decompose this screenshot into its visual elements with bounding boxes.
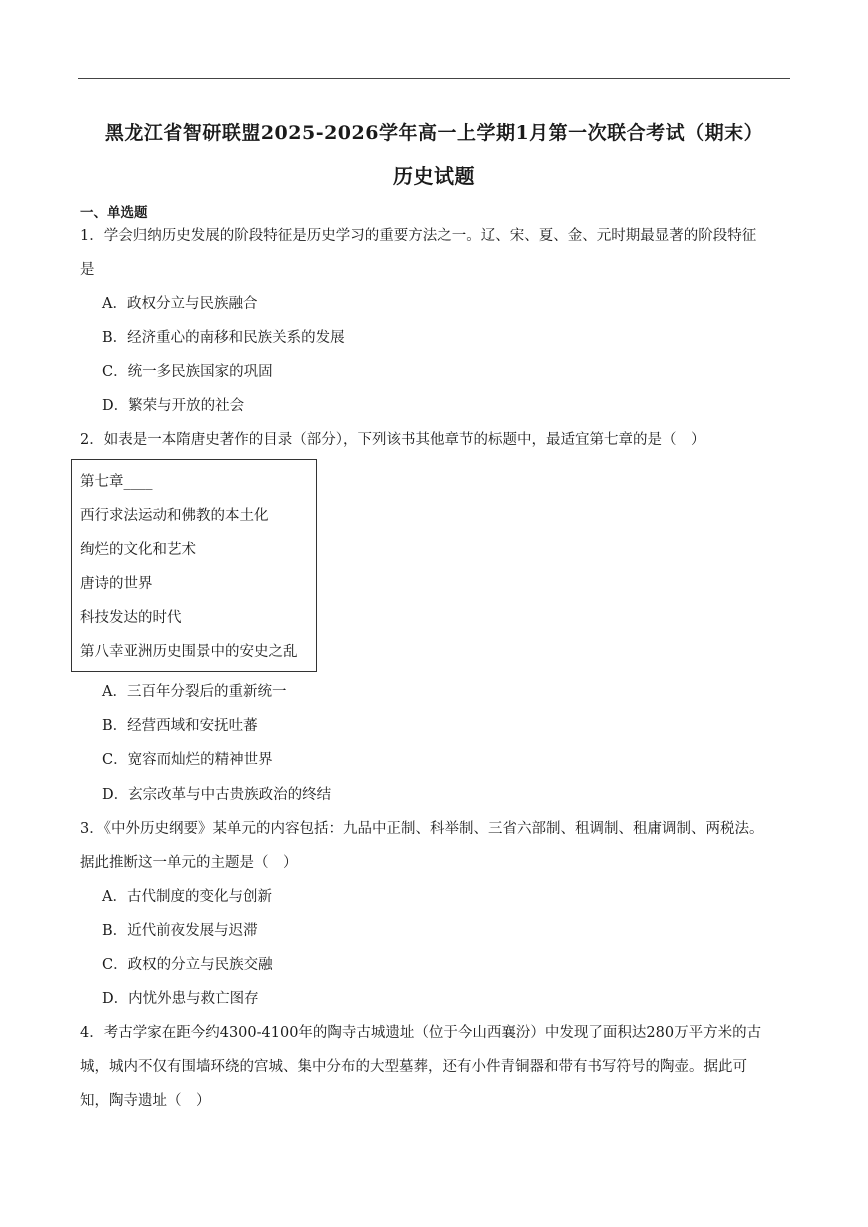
q4-stem-line-3: 知，陶寺遗址（ ） (80, 1093, 211, 1109)
section-heading: 一、单选题 (80, 205, 148, 221)
toc-line-4: 唐诗的世界 (80, 576, 153, 592)
q3-option-b: B．近代前夜发展与迟滞 (102, 923, 258, 939)
q2-option-a: A．三百年分裂后的重新统一 (102, 684, 287, 700)
q3-stem-line-1: 3．《中外历史纲要》某单元的内容包括：九品中正制、科举制、三省六部制、租调制、租庸调制、两税法。 (80, 821, 764, 837)
q1-option-d: D．繁荣与开放的社会 (102, 398, 245, 414)
toc-line-3: 绚烂的文化和艺术 (80, 542, 196, 558)
q1-option-a: A．政权分立与民族融合 (102, 296, 258, 312)
toc-line-6: 第八幸亚洲历史围景中的安史之乱 (80, 644, 298, 660)
header-rule (78, 78, 790, 79)
q1-stem-line-1: 1．学会归纳历史发展的阶段特征是历史学习的重要方法之一。辽、宋、夏、金、元时期最显著的阶段特征 (80, 228, 757, 244)
q1-stem-line-2: 是 (80, 262, 95, 278)
table-of-contents-box (71, 459, 317, 672)
q2-stem-line-1: 2．如表是一本隋唐史著作的目录（部分），下列该书其他章节的标题中，最适宜第七章的是（ ） (80, 432, 706, 448)
q3-option-c: C．政权的分立与民族交融 (102, 957, 273, 973)
q3-option-a: A．古代制度的变化与创新 (102, 889, 272, 905)
q4-stem-line-1: 4．考古学家在距今约4300-4100年的陶寺古城遗址（位于今山西襄汾）中发现了面积达280万平方米的古 (80, 1025, 762, 1041)
exam-subject: 历史试题 (393, 164, 475, 188)
q2-option-b: B．经营西域和安抚吐蕃 (102, 718, 258, 734)
q1-option-c: C．统一多民族国家的巩固 (102, 364, 273, 380)
exam-title: 黑龙江省智研联盟2025-2026学年高一上学期1月第一次联合考试（期末） (104, 122, 764, 144)
q4-stem-line-2: 城，城内不仅有围墙环绕的宫城、集中分布的大型墓葬，还有小件青铜器和带有书写符号的陶壶。据此可 (80, 1059, 747, 1075)
q2-option-c: C．宽容而灿烂的精神世界 (102, 752, 273, 768)
toc-line-2: 西行求法运动和佛教的本土化 (80, 508, 269, 524)
toc-line-5: 科技发达的时代 (80, 610, 182, 626)
q1-option-b: B．经济重心的南移和民族关系的发展 (102, 330, 345, 346)
q3-option-d: D．内忧外患与救亡图存 (102, 991, 259, 1007)
q3-stem-line-2: 据此推断这一单元的主题是（ ） (80, 855, 298, 871)
toc-line-1: 第七章____ (80, 474, 153, 490)
q2-option-d: D．玄宗改革与中古贵族政治的终结 (102, 787, 332, 803)
